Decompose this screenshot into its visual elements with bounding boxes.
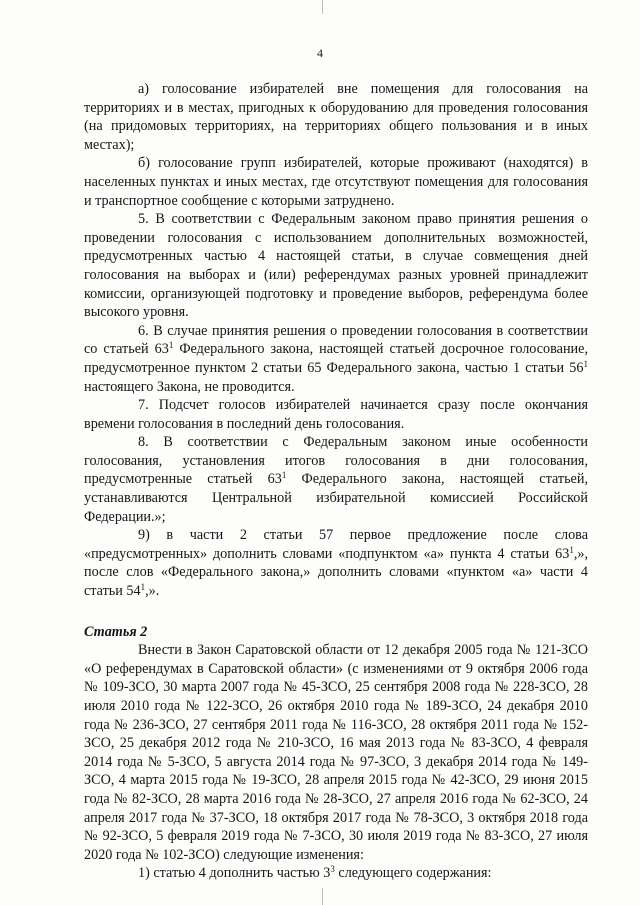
paragraph-6: 6. В случае принятия решения о проведении голосования в соответствии со статьей $63^1$ Федерального закона, настоящей статьей досрочное голосование, предусмотренное пунктом 2 статьи 65 Федерального закона, частью 1 статьи $56^1$ настоящего Закона, не проводится. [84, 322, 588, 395]
paragraph-9: 9) в части 2 статьи 57 первое предложение после слова «предусмотренных» дополнить словами «подпунктом «а» пункта 4 статьи $63^1$,», после слов «Федерального закона,» дополнить словами «пунктом «а» части 4 статьи $54^1$,». [84, 527, 588, 600]
scan-mark [322, 0, 323, 14]
document-body [84, 80, 588, 883]
paragraph-8: 8. В соответствии с Федеральным законом иные особенности голосования, установления итогов голосования в дни голосования, предусмотренные статьей $63^1$ Федерального закона, настоящей статьей, устанавливаются Центральной избирательной комиссией Российской Федерации.»; [84, 434, 588, 525]
paragraph-a: а) голосование избирателей вне помещения для голосования на территориях и в местах, пригодных к оборудованию для проведения голосования (на придомовых территориях, на территориях общего пользования и в иных местах); [84, 81, 588, 153]
article-heading: Статья 2 [84, 623, 148, 640]
page-number: 4 [317, 46, 323, 60]
paragraph-b: б) голосование групп избирателей, которые проживают (находятся) в населенных пунктах и иных местах, где отсутствуют помещения для голосования и транспортное сообщение с которыми затруднено. [84, 155, 588, 209]
paragraph-item-1: 1) статью 4 дополнить частью $3^3$ следующего содержания: [138, 864, 492, 882]
scan-mark [322, 888, 323, 905]
paragraph-7: 7. Подсчет голосов избирателей начинается сразу после окончания времени голосования в последний день голосования. [84, 397, 588, 432]
paragraph-5: 5. В соответствии с Федеральным законом право принятия решения о проведении голосования с использованием дополнительных возможностей, предусмотренных частью 4 настоящей статьи, в случае совмещения дней голосования на выборах и (или) референдумах разных уровней принадлежит комиссии, организующей подготовку и проведение выборов, референдума более высокого уровня. [84, 211, 588, 321]
paragraph-article-2: Внести в Закон Саратовской области от 12 декабря 2005 года № 121-ЗСО «О референдумах в Саратовской области» (с изменениями от 9 октября 2006 года № 109-ЗСО, 30 марта 2007 года № 45-ЗСО, 25 сентября 2008 года № 228-ЗСО, 28 июля 2010 года № 122-ЗСО, 26 октября 2010 года № 189-ЗСО, 24 декабря 2010 года № 236-ЗСО, 27 сентября 2011 года № 116-ЗСО, 28 октября 2011 года № 152-ЗСО, 25 декабря 2012 года № 210-ЗСО, 16 мая 2013 года № 83-ЗСО, 4 февраля 2014 года № 5-ЗСО, 5 августа 2014 года № 97-ЗСО, 3 декабря 2014 года № 149-ЗСО, 4 марта 2015 года № 19-ЗСО, 28 апреля 2015 года № 42-ЗСО, 29 июня 2015 года № 82-ЗСО, 28 марта 2016 года № 28-ЗСО, 27 апреля 2016 года № 62-ЗСО, 24 апреля 2017 года № 37-ЗСО, 18 октября 2017 года № 78-ЗСО, 3 октября 2018 года № 92-ЗСО, 5 февраля 2019 года № 7-ЗСО, 30 июля 2019 года № 83-ЗСО, 27 июля 2020 года № 102-ЗСО) следующие изменения: [84, 642, 588, 863]
